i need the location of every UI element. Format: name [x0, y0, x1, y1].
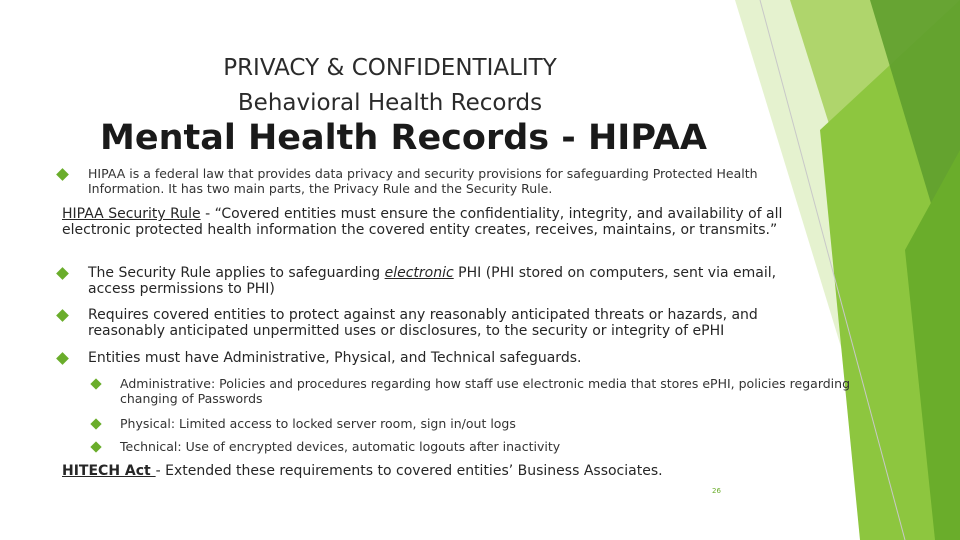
security-rule-label: HIPAA Security Rule: [62, 206, 201, 222]
slide-title-line2: Behavioral Health Records: [237, 90, 543, 116]
diamond-bullet-icon: [56, 309, 69, 322]
bullet-electronic-phi-text: [88, 265, 803, 297]
bullet-safeguards-text: Entities must have Administrative, Physical, and Technical safeguards.: [88, 350, 582, 366]
bullet1-text-after: PHI (PHI stored on computers, sent via email, access permissions to PHI): [88, 265, 777, 297]
sub-bullet-physical-text: Physical: Limited access to locked server room, sign in/out logs: [120, 416, 516, 431]
slide-heading: Mental Health Records - HIPAA: [100, 118, 707, 158]
hitech-paragraph: [62, 463, 822, 479]
bullet1-text-before: The Security Rule applies to safeguarding: [88, 265, 385, 281]
security-rule-text: - “Covered entities must ensure the confidentiality, integrity, and availability of all electronic protected health information the covered entity creates, receives, maintains, or transmits.”: [62, 206, 783, 238]
diamond-bullet-icon: [90, 378, 101, 389]
bullet-protect-threats: [58, 307, 818, 339]
slide-title-line1: PRIVACY & CONFIDENTIALITY: [223, 55, 557, 81]
sub-bullet-administrative-text: Administrative: Policies and procedures regarding how staff use electronic media that stores ePHI, policies regarding changing of Passwords: [120, 376, 850, 406]
diamond-bullet-icon: [56, 352, 69, 365]
bullet-protect-threats-text: Requires covered entities to protect against any reasonably anticipated threats or hazards, and reasonably anticipated unpermitted uses or disclosures, to the security or integrity of ePHI: [88, 307, 758, 339]
intro-bullet-text: HIPAA is a federal law that provides data privacy and security provisions for safeguarding Protected Health Information. It has two main parts, the Privacy Rule and the Security Rule.: [88, 166, 758, 196]
diamond-bullet-icon: [56, 267, 69, 280]
bullet-safeguards: [58, 350, 818, 366]
page-number: 26: [712, 487, 721, 495]
sub-bullet-physical: [92, 416, 852, 431]
bullet-electronic-phi: [58, 265, 803, 297]
security-rule-paragraph: [62, 206, 837, 238]
diamond-bullet-icon: [56, 168, 69, 181]
sub-bullet-technical: [92, 439, 852, 454]
hitech-label: HITECH Act: [62, 463, 156, 479]
bullet1-emphasis: electronic: [384, 265, 454, 281]
diamond-bullet-icon: [90, 418, 101, 429]
sub-bullet-technical-text: Technical: Use of encrypted devices, automatic logouts after inactivity: [120, 439, 561, 454]
diamond-bullet-icon: [90, 441, 101, 452]
intro-bullet: [58, 166, 818, 196]
hitech-text: - Extended these requirements to covered entities’ Business Associates.: [155, 463, 663, 479]
sub-bullet-administrative: [92, 376, 852, 406]
